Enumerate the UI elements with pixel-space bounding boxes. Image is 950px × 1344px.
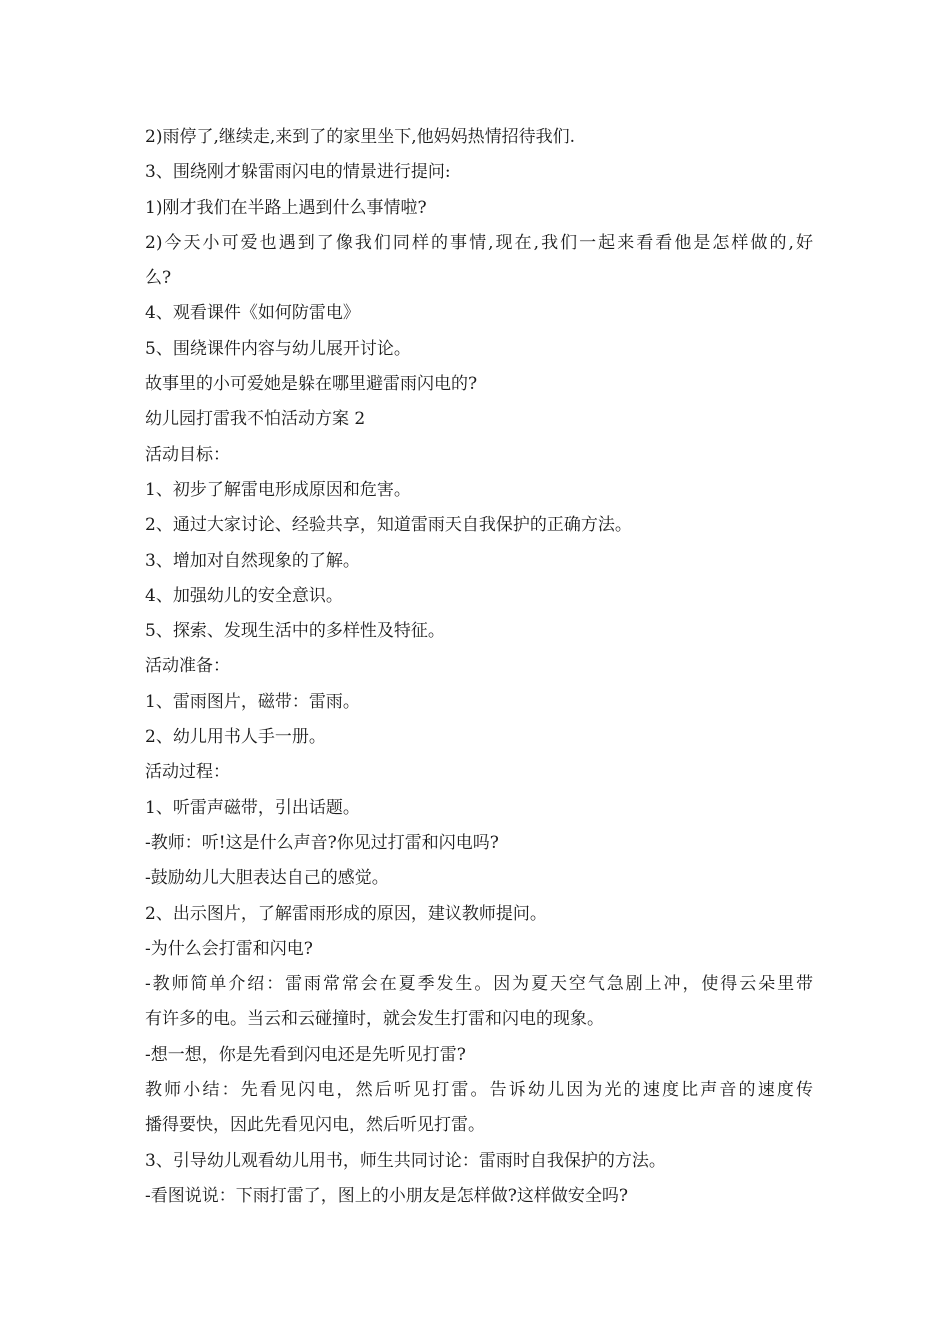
text-line: 3、围绕刚才躲雷雨闪电的情景进行提问: bbox=[145, 162, 451, 183]
text-line: -看图说说：下雨打雷了，图上的小朋友是怎样做?这样做安全吗? bbox=[145, 1185, 628, 1206]
text-line: 3、增加对自然现象的了解。 bbox=[145, 550, 360, 571]
text-line: -想一想，你是先看到闪电还是先听见打雷? bbox=[145, 1044, 466, 1065]
text-line: 1、雷雨图片，磁带：雷雨。 bbox=[145, 691, 360, 712]
text-line: 2)雨停了,继续走,来到了的家里坐下,他妈妈热情招待我们. bbox=[145, 127, 576, 147]
text-line: -鼓励幼儿大胆表达自己的感觉。 bbox=[145, 868, 389, 889]
text-line: 有许多的电。当云和云碰撞时，就会发生打雷和闪电的现象。 bbox=[145, 1009, 604, 1030]
text-line: 2)今天小可爱也遇到了像我们同样的事情,现在,我们一起来看看他是怎样做的,好 bbox=[145, 232, 813, 253]
text-line: 3、引导幼儿观看幼儿用书，师生共同讨论：雷雨时自我保护的方法。 bbox=[145, 1150, 666, 1171]
text-line: 1)刚才我们在半路上遇到什么事情啦? bbox=[145, 197, 427, 218]
text-line: 2、幼儿用书人手一册。 bbox=[145, 727, 326, 748]
document-body bbox=[145, 120, 813, 1214]
text-line: 5、探索、发现生活中的多样性及特征。 bbox=[145, 621, 445, 642]
text-line: 4、加强幼儿的安全意识。 bbox=[145, 585, 343, 606]
text-line: 2、通过大家讨论、经验共享，知道雷雨天自我保护的正确方法。 bbox=[145, 515, 632, 536]
text-line: 教师小结：先看见闪电，然后听见打雷。告诉幼儿因为光的速度比声音的速度传 bbox=[145, 1080, 813, 1101]
text-line: -为什么会打雷和闪电? bbox=[145, 938, 313, 959]
text-line: 播得要快，因此先看见闪电，然后听见打雷。 bbox=[145, 1115, 485, 1136]
text-line: 么? bbox=[145, 268, 172, 289]
section-heading: 活动准备： bbox=[145, 656, 230, 677]
section-title: 幼儿园打雷我不怕活动方案 2 bbox=[145, 409, 366, 430]
text-line: -教师简单介绍：雷雨常常会在夏季发生。因为夏天空气急剧上冲，使得云朵里带 bbox=[145, 974, 813, 995]
text-line: 5、围绕课件内容与幼儿展开讨论。 bbox=[145, 338, 411, 359]
text-line: 1、初步了解雷电形成原因和危害。 bbox=[145, 479, 411, 500]
section-heading: 活动过程： bbox=[145, 762, 230, 783]
text-line: 故事里的小可爱她是躲在哪里避雷雨闪电的? bbox=[145, 374, 478, 395]
text-line: 4、观看课件《如何防雷电》 bbox=[145, 303, 360, 324]
section-heading: 活动目标： bbox=[145, 444, 230, 465]
text-line: 2、出示图片，了解雷雨形成的原因，建议教师提问。 bbox=[145, 903, 547, 924]
text-line: 1、听雷声磁带，引出话题。 bbox=[145, 797, 360, 818]
text-line: -教师：听!这是什么声音?你见过打雷和闪电吗? bbox=[145, 832, 499, 853]
